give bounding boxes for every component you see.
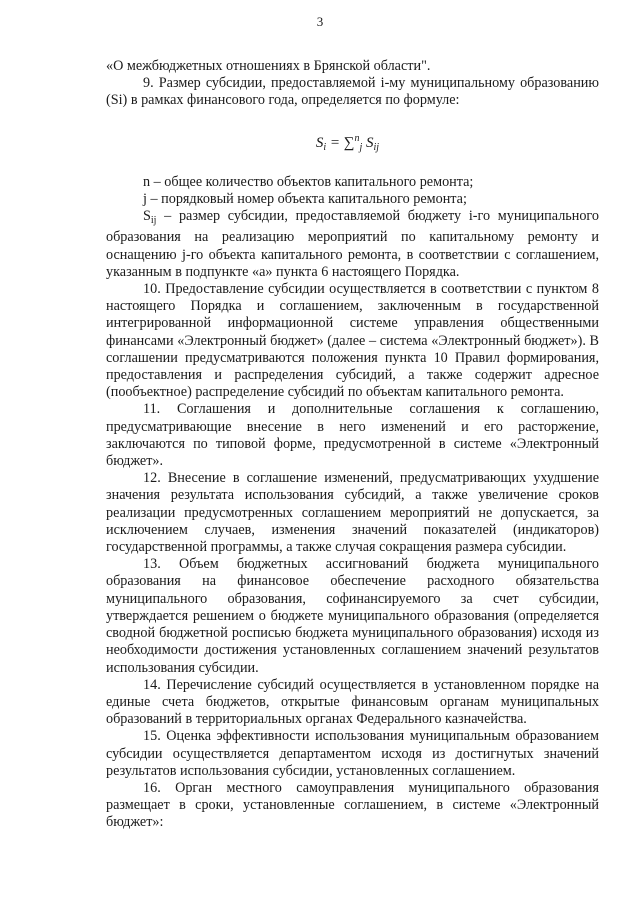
paragraph-13: 13. Объем бюджетных ассигнований бюджета муниципального образования на финансовое обеспечение расходного обязательства муниципального образования, софинансируемого за счет субсидии, утверждается решением о бюджете муниципального образования (определяется сводной бюджетной росписью бюджета муниципального образования) исходя из необходимости достижения установленных соглашением значений результатов использования субсидии. bbox=[106, 556, 599, 676]
document-body bbox=[106, 58, 599, 832]
formula-rhs-subscript: ij bbox=[373, 141, 380, 153]
definition-j: j – порядковый номер объекта капитального ремонта; bbox=[143, 191, 467, 208]
paragraph-15: 15. Оценка эффективности использования муниципальным образованием субсидии осуществляется департаментом исходя из достигнутых значений результатов использования субсидии, установленных соглашением. bbox=[106, 728, 599, 779]
formula-lhs-subscript: i bbox=[323, 141, 327, 153]
subsidy-formula bbox=[106, 130, 599, 156]
definition-sij bbox=[106, 208, 599, 281]
formula-sum-superscript: n bbox=[354, 132, 360, 144]
definition-sij-text: – размер субсидии, предоставляемой бюджету i-го муниципального образования на реализацию мероприятий по капитальному ремонту и оснащению j-го объекта капитального ремонта, в соответствии с соглашением, указанным в подпункте «а» пункта 6 настоящего Порядка. bbox=[106, 208, 599, 280]
definition-n: n – общее количество объектов капитального ремонта; bbox=[143, 173, 474, 190]
paragraph-10: 10. Предоставление субсидии осуществляется в соответствии с пунктом 8 настоящего Порядка и соглашением, заключенным в государственной интегрированной информационной системе управления общественными финансами «Электронный бюджет» (далее – система «Электронный бюджет»). В соглашении предусматриваются положения пункта 10 Правил формирования, предоставления и распределения субсидий, а также содержит адресное (пообъектное) распределение субсидий по объектам капитального ремонта. bbox=[106, 281, 599, 401]
paragraph-14: 14. Перечисление субсидий осуществляется в установленном порядке на единые счета бюджетов, открытые финансовым органам муниципальных образований в территориальных органах Федерального казначейства. bbox=[106, 676, 599, 728]
formula-sum-sign: ∑ bbox=[343, 134, 355, 151]
formula-rhs: S bbox=[366, 134, 374, 151]
paragraph-9: 9. Размер субсидии, предоставляемой i-му муниципальному образованию (Si) в рамках финансового года, определяется по формуле: bbox=[106, 75, 599, 109]
definition-sij-symbol: S bbox=[143, 208, 151, 225]
paragraph-12: 12. Внесение в соглашение изменений, предусматривающих ухудшение значения результата использования субсидий, а также увеличение сроков реализации предусмотренных соглашением мероприятий не допускается, за исключением случаев, изменения значений показателей (индикаторов) государственной программы, а также случая сокращения размера субсидии. bbox=[106, 470, 599, 556]
paragraph-11: 11. Соглашения и дополнительные соглашения к соглашению, предусматривающие внесение в него изменений и его расторжение, заключаются по типовой форме, предусмотренной в системе «Электронный бюджет». bbox=[106, 401, 599, 470]
paragraph-16: 16. Орган местного самоуправления муниципального образования размещает в сроки, установленные соглашением, в системе «Электронный бюджет»: bbox=[106, 779, 599, 831]
definition-sij-subscript: ij bbox=[150, 215, 157, 227]
page-number: 3 bbox=[316, 14, 324, 29]
formula-sum-subscript: j bbox=[359, 141, 363, 153]
formula-equals: = bbox=[329, 134, 341, 151]
paragraph-law-reference: «О межбюджетных отношениях в Брянской области". bbox=[106, 58, 431, 74]
formula-lhs: S bbox=[315, 134, 324, 151]
